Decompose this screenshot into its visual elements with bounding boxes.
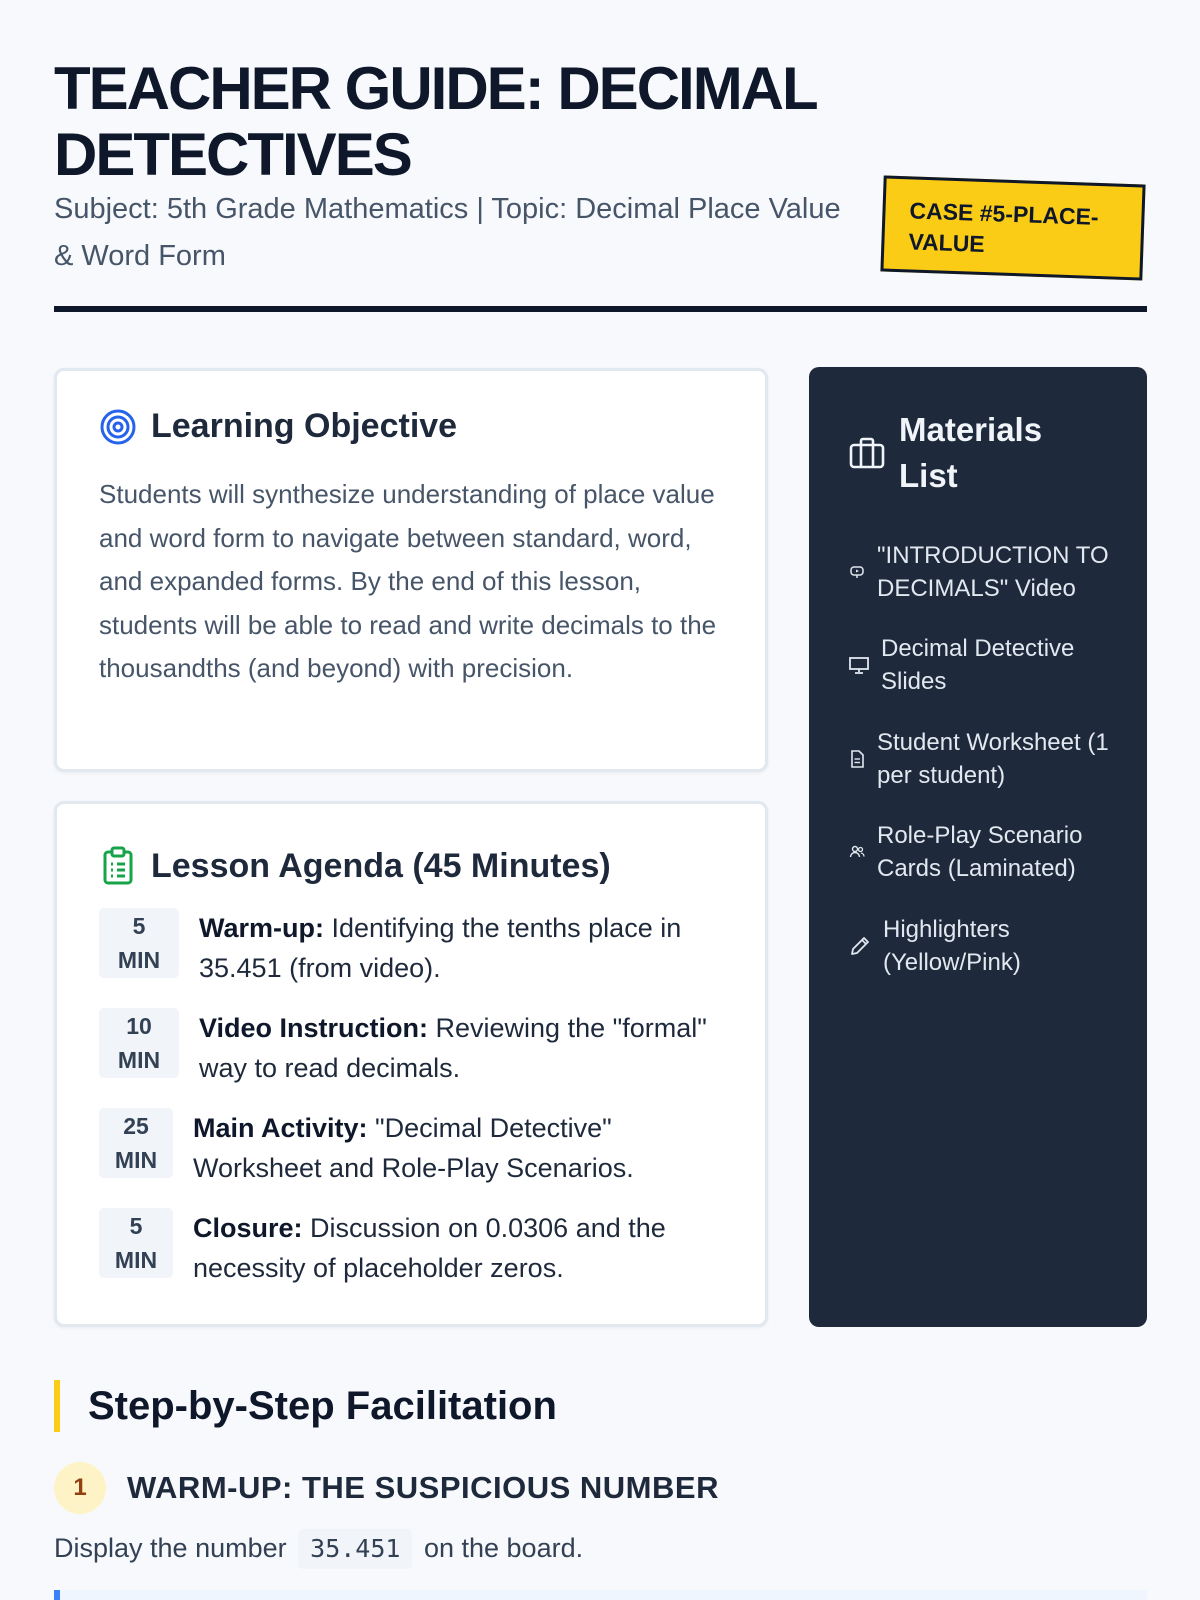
agenda-item-label: Warm-up: [199, 913, 324, 943]
video-icon [849, 564, 865, 580]
time-badge-minutes: 25 [123, 1113, 149, 1139]
lesson-agenda-title: Lesson Agenda (45 Minutes) [151, 846, 611, 885]
time-badge-unit: MIN [114, 1247, 158, 1273]
time-badge-minutes: 5 [132, 913, 146, 939]
agenda-item-description: Reviewing the "formal" way to read decimals. [199, 1013, 707, 1083]
materials-list-panel [809, 367, 1147, 1327]
step-title: WARM-UP: THE SUSPICIOUS NUMBER [127, 1470, 719, 1505]
agenda-item [99, 1008, 739, 1108]
users-icon [849, 844, 865, 860]
page-subtitle: Subject: 5th Grade Mathematics | Topic: Decimal Place Value & Word Form [54, 193, 841, 272]
lesson-agenda-heading [99, 846, 611, 886]
agenda-item-label: Closure: [193, 1213, 303, 1243]
material-item [849, 525, 1119, 619]
briefcase-icon [849, 437, 885, 469]
material-item [849, 712, 1119, 806]
learning-objective-heading [99, 407, 457, 446]
target-icon [99, 408, 137, 446]
lesson-agenda-card [54, 801, 768, 1327]
time-badge [99, 908, 179, 978]
time-badge-minutes: 10 [126, 1013, 152, 1039]
time-badge-minutes: 5 [129, 1213, 143, 1239]
agenda-item-text [199, 908, 739, 988]
time-badge [99, 1008, 179, 1078]
material-item-label: Role-Play Scenario Cards (Laminated) [877, 822, 1083, 883]
agenda-item-label: Video Instruction: [199, 1013, 429, 1043]
material-item-label: Highlighters (Yellow/Pink) [883, 915, 1021, 976]
clipboard-list-icon [99, 846, 137, 886]
material-item [849, 806, 1119, 900]
time-badge-unit: MIN [114, 1147, 158, 1173]
header-divider [54, 306, 1147, 312]
time-badge [99, 1108, 173, 1178]
agenda-item-text [193, 1108, 739, 1188]
material-item-label: "INTRODUCTION TO DECIMALS" Video [877, 541, 1109, 602]
material-item-label: Decimal Detective Slides [881, 635, 1075, 696]
case-stamp: CASE #5-PLACE-VALUE [880, 175, 1145, 280]
step-instruction [54, 1528, 583, 1569]
step-instruction-text: on the board. [423, 1533, 584, 1563]
agenda-item-text [199, 1008, 739, 1088]
learning-objective-text: Students will synthesize understanding of place value and word form to navigate between standard, word, and expanded forms. By the end of this lesson, students will be able to read and write decimals to the thousandths (and beyond) with precision. [99, 479, 717, 683]
step-number-badge: 1 [54, 1462, 106, 1514]
agenda-item [99, 1208, 739, 1308]
agenda-item-description: Discussion on 0.0306 and the necessity of placeholder zeros. [193, 1213, 666, 1283]
agenda-item-label: Main Activity: [193, 1113, 368, 1143]
learning-objective-title: Learning Objective [151, 407, 458, 445]
pencil-icon [849, 935, 871, 957]
callout-box [54, 1590, 1147, 1600]
agenda-item [99, 1108, 739, 1208]
facilitation-heading: Step-by-Step Facilitation [54, 1380, 557, 1432]
materials-heading [849, 407, 1069, 499]
document-icon [849, 750, 865, 768]
time-badge [99, 1208, 173, 1278]
time-badge-unit: MIN [117, 1047, 161, 1073]
page-title: TEACHER GUIDE: DECIMAL DETECTIVES [54, 55, 816, 188]
materials-title: Materials List [899, 411, 1043, 494]
agenda-list [99, 908, 739, 1308]
time-badge-unit: MIN [117, 947, 161, 973]
material-item-label: Student Worksheet (1 per student) [877, 728, 1109, 789]
material-item [849, 899, 1119, 993]
agenda-item-description: "Decimal Detective" Worksheet and Role-Play Scenarios. [193, 1113, 634, 1183]
agenda-item [99, 908, 739, 1008]
number-chip: 35.451 [298, 1529, 412, 1569]
agenda-item-description: Identifying the tenths place in 35.451 (from video). [199, 913, 682, 983]
step-instruction-text: Display the number [54, 1533, 287, 1563]
material-item [849, 619, 1119, 713]
agenda-item-text [193, 1208, 739, 1288]
presentation-icon [849, 655, 869, 675]
learning-objective-card [54, 368, 768, 772]
materials-items [849, 525, 1119, 993]
